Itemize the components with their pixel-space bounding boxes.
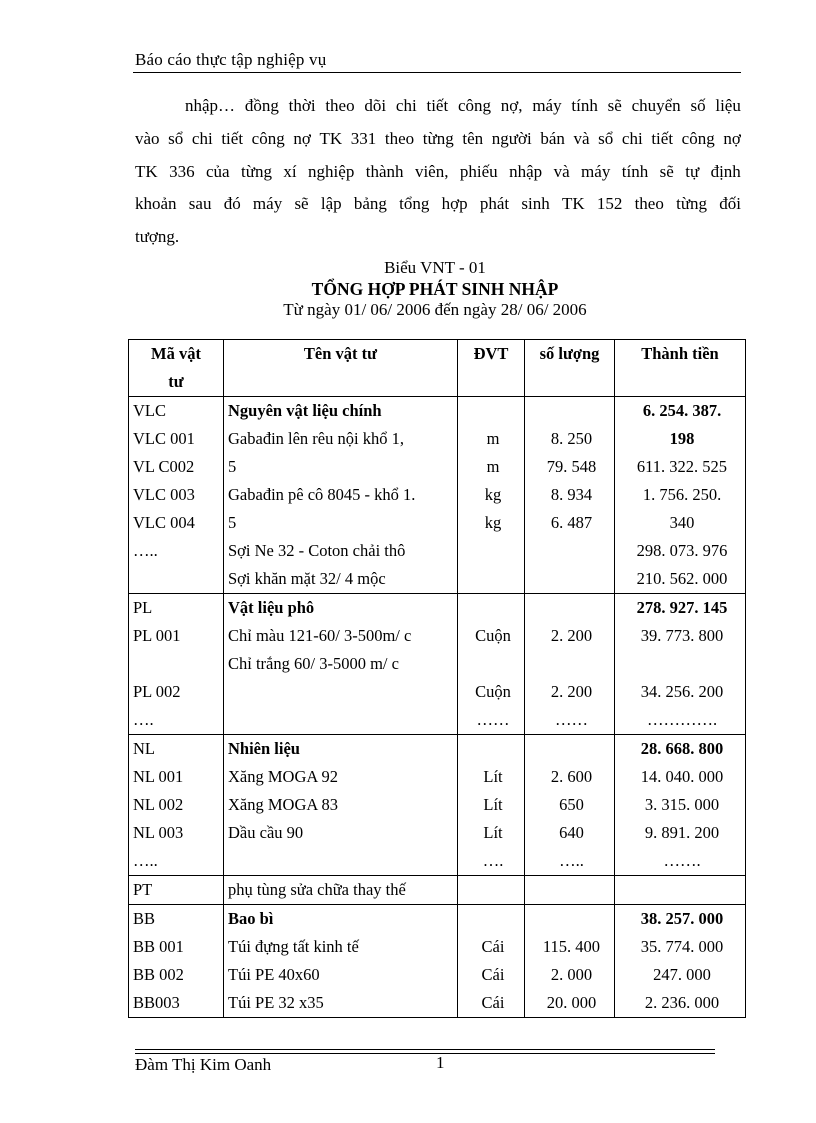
paragraph-word: số xyxy=(690,96,706,115)
cell-code: NL 003 xyxy=(129,819,224,847)
paragraph-word: phiếu xyxy=(459,161,498,181)
cell-unit xyxy=(458,735,525,764)
table-header-row xyxy=(129,340,746,397)
cell-name: Sợi khăn mặt 32/ 4 mộc xyxy=(224,565,458,594)
cell-amount: 6. 254. 387. xyxy=(615,397,746,426)
cell-name: Xăng MOGA 83 xyxy=(224,791,458,819)
cell-unit xyxy=(458,397,525,426)
cell-name: Vật liệu phô xyxy=(224,594,458,623)
table-row xyxy=(129,594,746,623)
paragraph-word: tiết xyxy=(426,96,449,115)
cell-qty: 115. 400 xyxy=(525,933,615,961)
cell-code: PL 001 xyxy=(129,622,224,650)
paragraph-word: khoản xyxy=(135,194,177,214)
paragraph-word: người xyxy=(491,128,532,148)
paragraph-word: sau xyxy=(188,194,212,214)
paragraph-word: tên xyxy=(462,128,484,148)
cell-unit xyxy=(458,876,525,905)
cell-name: Túi PE 32 x35 xyxy=(224,989,458,1018)
paragraph-word: sẽ xyxy=(607,96,622,115)
table-row xyxy=(129,763,746,791)
paragraph-word: tiết xyxy=(221,128,244,148)
table-period: Từ ngày 01/ 06/ 2006 đến ngày 28/ 06/ 2006 xyxy=(283,300,587,319)
cell-name xyxy=(224,847,458,876)
table-row xyxy=(129,876,746,905)
cell-code: NL 002 xyxy=(129,791,224,819)
cell-amount: 198 xyxy=(615,425,746,453)
cell-code: PT xyxy=(129,876,224,905)
cell-qty: 79. 548 xyxy=(525,453,615,481)
header-unit: ĐVT xyxy=(458,340,525,397)
paragraph-word: chuyển xyxy=(631,96,681,115)
cell-name: 5 xyxy=(224,509,458,537)
table-row xyxy=(129,819,746,847)
cell-qty: 6. 487 xyxy=(525,509,615,537)
paragraph-word: từng xyxy=(422,128,454,148)
paragraph-word: công xyxy=(681,128,715,148)
paragraph-word: TK xyxy=(135,161,158,181)
cell-name: Gabađin lên rêu nội khổ 1, xyxy=(224,425,458,453)
paragraph-word: chi xyxy=(191,128,213,148)
table-row xyxy=(129,735,746,764)
cell-unit xyxy=(458,594,525,623)
paragraph-word: tính xyxy=(621,161,649,181)
cell-name: Nguyên vật liệu chính xyxy=(224,397,458,426)
cell-amount: 298. 073. 976 xyxy=(615,537,746,565)
body-paragraph xyxy=(135,90,741,254)
paragraph-word: máy xyxy=(581,161,611,181)
summary-table xyxy=(128,339,746,1018)
footer-divider-top xyxy=(135,1049,715,1050)
paragraph-word: nợ xyxy=(723,128,741,148)
table-row xyxy=(129,989,746,1018)
cell-unit: …. xyxy=(458,847,525,876)
cell-amount: 210. 562. 000 xyxy=(615,565,746,594)
cell-qty: …… xyxy=(525,706,615,735)
footer-author: Đàm Thị Kim Oanh xyxy=(135,1055,272,1074)
cell-code: ….. xyxy=(129,537,224,565)
cell-qty: 640 xyxy=(525,819,615,847)
cell-amount: 340 xyxy=(615,509,746,537)
paragraph-word: 336 xyxy=(169,161,195,181)
cell-code: BB 002 xyxy=(129,961,224,989)
cell-code: VLC xyxy=(129,397,224,426)
cell-unit: Cuộn xyxy=(458,678,525,706)
cell-code: BB xyxy=(129,905,224,934)
cell-name xyxy=(224,678,458,706)
header-code xyxy=(129,340,224,397)
header-code-line2: tư xyxy=(168,372,184,391)
cell-code xyxy=(129,565,224,594)
cell-amount xyxy=(615,650,746,678)
paragraph-line xyxy=(135,156,741,189)
cell-qty: ….. xyxy=(525,847,615,876)
paragraph-line xyxy=(135,221,741,254)
cell-amount: 34. 256. 200 xyxy=(615,678,746,706)
paragraph-word: và xyxy=(573,128,590,148)
paragraph-word: viên, xyxy=(414,161,449,181)
cell-qty xyxy=(525,397,615,426)
cell-unit: Cái xyxy=(458,933,525,961)
cell-unit: m xyxy=(458,425,525,453)
cell-unit: kg xyxy=(458,509,525,537)
cell-name: 5 xyxy=(224,453,458,481)
paragraph-word: nghiệp xyxy=(308,161,355,181)
cell-code: PL xyxy=(129,594,224,623)
paragraph-word: tính xyxy=(571,96,598,115)
table-row xyxy=(129,933,746,961)
cell-code: ….. xyxy=(129,847,224,876)
paragraph-word: lập xyxy=(320,194,342,214)
page-number: 1 xyxy=(436,1053,445,1072)
paragraph-word: nợ xyxy=(293,128,311,148)
cell-code: NL xyxy=(129,735,224,764)
cell-code: VLC 003 xyxy=(129,481,224,509)
paragraph-word: sổ xyxy=(598,128,614,148)
table-body xyxy=(129,397,746,1018)
cell-unit xyxy=(458,565,525,594)
paragraph-word: phát xyxy=(479,194,510,214)
cell-amount: 38. 257. 000 xyxy=(615,905,746,934)
cell-code: BB003 xyxy=(129,989,224,1018)
header-divider xyxy=(133,72,741,73)
table-row xyxy=(129,678,746,706)
paragraph-word: từng xyxy=(241,161,272,181)
paragraph-word: tổng xyxy=(399,194,430,214)
cell-name: Gabađin pê cô 8045 - khổ 1. xyxy=(224,481,458,509)
cell-qty xyxy=(525,905,615,934)
cell-qty: 2. 000 xyxy=(525,961,615,989)
cell-amount xyxy=(615,876,746,905)
cell-qty: 8. 934 xyxy=(525,481,615,509)
paragraph-word: theo xyxy=(384,128,415,148)
table-row xyxy=(129,622,746,650)
cell-name: Dầu cầu 90 xyxy=(224,819,458,847)
cell-amount: 35. 774. 000 xyxy=(615,933,746,961)
paragraph-word: bán xyxy=(540,128,565,148)
paragraph-word: công xyxy=(251,128,285,148)
paragraph-word: máy xyxy=(252,194,283,214)
paragraph-word: và xyxy=(553,161,570,181)
cell-qty xyxy=(525,876,615,905)
cell-code: NL 001 xyxy=(129,763,224,791)
cell-amount: 611. 322. 525 xyxy=(615,453,746,481)
paragraph-word: bảng xyxy=(353,194,387,214)
paragraph-word: máy xyxy=(532,96,562,115)
paragraph-word: hợp xyxy=(441,194,468,214)
table-row xyxy=(129,791,746,819)
cell-amount: …………. xyxy=(615,706,746,735)
cell-name: Chỉ trắng 60/ 3-5000 m/ c xyxy=(224,650,458,678)
paragraph-word: TK xyxy=(561,194,585,214)
header-qty: số lượng xyxy=(525,340,615,397)
paragraph-word: nhập… xyxy=(185,96,236,115)
paragraph-word: theo xyxy=(634,194,664,214)
cell-name: Chỉ màu 121-60/ 3-500m/ c xyxy=(224,622,458,650)
table-title: TỔNG HỢP PHÁT SINH NHẬP xyxy=(311,279,559,299)
cell-amount: 278. 927. 145 xyxy=(615,594,746,623)
cell-name xyxy=(224,706,458,735)
paragraph-word: chi xyxy=(395,96,417,115)
cell-name: Xăng MOGA 92 xyxy=(224,763,458,791)
cell-unit: Lít xyxy=(458,819,525,847)
cell-unit: kg xyxy=(458,481,525,509)
table-row xyxy=(129,509,746,537)
cell-name: Túi đựng tất kinh tế xyxy=(224,933,458,961)
paragraph-word: tiết xyxy=(651,128,674,148)
paragraph-word: đó xyxy=(223,194,241,214)
cell-qty: 8. 250 xyxy=(525,425,615,453)
header-amount: Thành tiền xyxy=(615,340,746,397)
table-row xyxy=(129,565,746,594)
cell-qty xyxy=(525,650,615,678)
paragraph-word: sổ xyxy=(168,128,184,148)
cell-code: …. xyxy=(129,706,224,735)
table-row xyxy=(129,425,746,453)
header-name: Tên vật tư xyxy=(224,340,458,397)
cell-name: Nhiên liệu xyxy=(224,735,458,764)
cell-unit: Lít xyxy=(458,791,525,819)
paragraph-word: đồng xyxy=(244,96,279,115)
paragraph-word: định xyxy=(710,161,741,181)
cell-unit: Cuộn xyxy=(458,622,525,650)
paragraph-word: tượng. xyxy=(135,227,180,247)
cell-amount: 39. 773. 800 xyxy=(615,622,746,650)
paragraph-word: nhập xyxy=(509,161,543,181)
paragraph-word: sẽ xyxy=(294,194,309,214)
table-row xyxy=(129,905,746,934)
paragraph-word: vào xyxy=(135,128,160,148)
paragraph-word: sinh xyxy=(521,194,550,214)
cell-amount: 2. 236. 000 xyxy=(615,989,746,1018)
cell-qty xyxy=(525,537,615,565)
cell-unit: Lít xyxy=(458,763,525,791)
paragraph-word: đối xyxy=(719,194,741,214)
paragraph-word: liệu xyxy=(715,96,741,115)
table-row xyxy=(129,847,746,876)
cell-amount: 28. 668. 800 xyxy=(615,735,746,764)
table-row xyxy=(129,650,746,678)
cell-qty: 2. 200 xyxy=(525,678,615,706)
cell-name: Bao bì xyxy=(224,905,458,934)
cell-unit xyxy=(458,537,525,565)
cell-code: VL C002 xyxy=(129,453,224,481)
cell-code xyxy=(129,650,224,678)
cell-amount: 9. 891. 200 xyxy=(615,819,746,847)
table-row xyxy=(129,481,746,509)
cell-qty: 20. 000 xyxy=(525,989,615,1018)
table-row xyxy=(129,397,746,426)
paragraph-word: chi xyxy=(621,128,643,148)
cell-unit: Cái xyxy=(458,961,525,989)
cell-unit: m xyxy=(458,453,525,481)
table-row xyxy=(129,453,746,481)
paragraph-word: nợ, xyxy=(500,96,523,115)
cell-code: VLC 001 xyxy=(129,425,224,453)
footer-divider-bottom xyxy=(135,1053,715,1054)
cell-amount: 14. 040. 000 xyxy=(615,763,746,791)
cell-code: BB 001 xyxy=(129,933,224,961)
paragraph-word: thời xyxy=(288,96,316,115)
cell-amount: ……. xyxy=(615,847,746,876)
paragraph-word: TK xyxy=(319,128,343,148)
cell-qty xyxy=(525,594,615,623)
paragraph-line xyxy=(135,188,741,221)
paragraph-word: 331 xyxy=(350,128,377,148)
cell-amount: 247. 000 xyxy=(615,961,746,989)
cell-qty: 2. 200 xyxy=(525,622,615,650)
cell-amount: 1. 756. 250. xyxy=(615,481,746,509)
cell-qty xyxy=(525,565,615,594)
paragraph-line xyxy=(135,90,741,123)
paragraph-word: 152 xyxy=(596,194,623,214)
paragraph-word: tự xyxy=(685,161,700,181)
cell-amount: 3. 315. 000 xyxy=(615,791,746,819)
paragraph-word: thành xyxy=(365,161,404,181)
table-label: Biểu VNT - 01 xyxy=(384,258,486,277)
cell-unit xyxy=(458,650,525,678)
page-header-title: Báo cáo thực tập nghiệp vụ xyxy=(135,50,327,69)
cell-code: VLC 004 xyxy=(129,509,224,537)
header-code-line1: Mã vật xyxy=(151,344,201,363)
paragraph-word: của xyxy=(206,161,230,181)
cell-name: Sợi Ne 32 - Coton chải thô xyxy=(224,537,458,565)
cell-qty: 650 xyxy=(525,791,615,819)
cell-name: phụ tùng sửa chữa thay thế xyxy=(224,876,458,905)
paragraph-line xyxy=(135,123,741,156)
cell-qty xyxy=(525,735,615,764)
cell-name: Túi PE 40x60 xyxy=(224,961,458,989)
cell-unit: …… xyxy=(458,706,525,735)
table-row xyxy=(129,706,746,735)
table-row xyxy=(129,961,746,989)
paragraph-word: xí xyxy=(283,161,297,181)
paragraph-word: từng xyxy=(676,194,708,214)
paragraph-word: theo xyxy=(325,96,355,115)
paragraph-word: sẽ xyxy=(659,161,674,181)
cell-qty: 2. 600 xyxy=(525,763,615,791)
table-row xyxy=(129,537,746,565)
cell-unit xyxy=(458,905,525,934)
paragraph-word: công xyxy=(457,96,492,115)
cell-unit: Cái xyxy=(458,989,525,1018)
paragraph-word: dõi xyxy=(364,96,387,115)
cell-code: PL 002 xyxy=(129,678,224,706)
